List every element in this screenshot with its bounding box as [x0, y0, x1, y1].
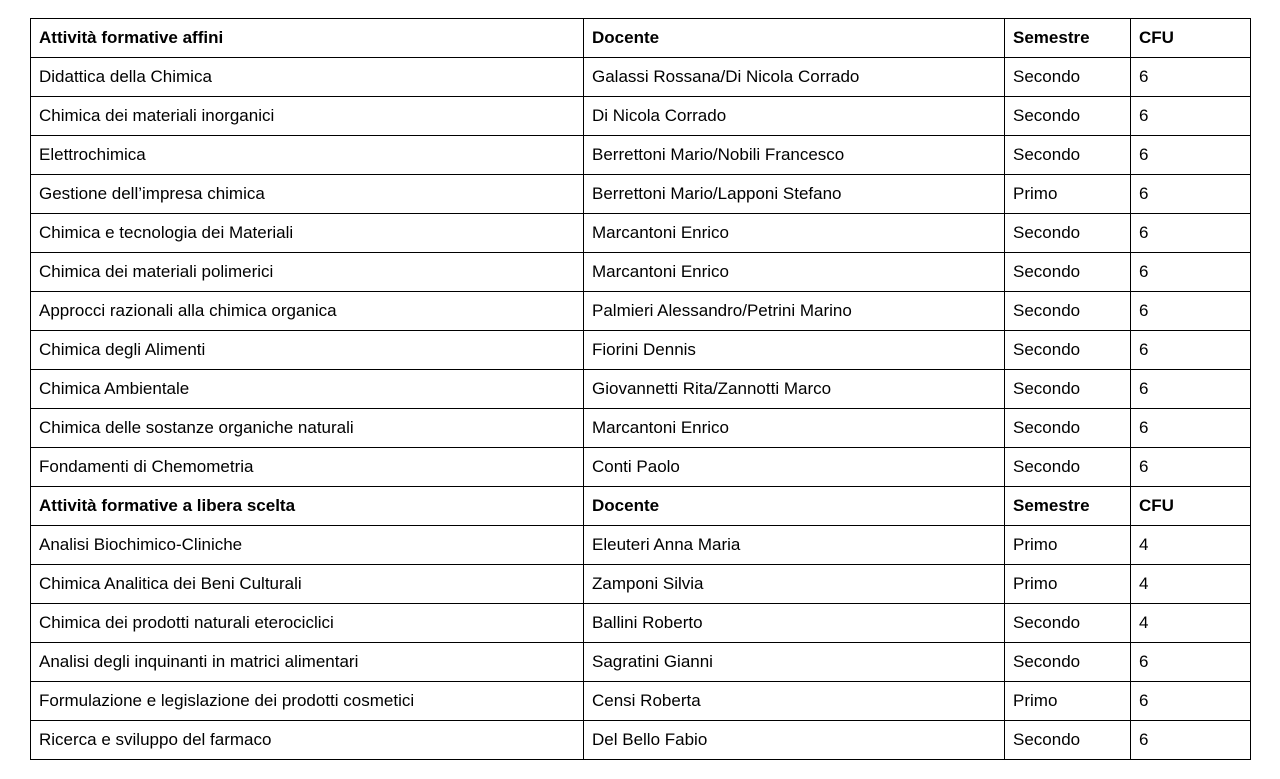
semester-cell: Secondo [1005, 331, 1131, 370]
semester-cell: Primo [1005, 526, 1131, 565]
teacher-cell: Censi Roberta [584, 682, 1005, 721]
semester-cell: Primo [1005, 175, 1131, 214]
course-name-cell: Formulazione e legislazione dei prodotti cosmetici [31, 682, 584, 721]
credits-cell: 6 [1131, 175, 1251, 214]
credits-cell: 6 [1131, 136, 1251, 175]
semester-cell: Secondo [1005, 409, 1131, 448]
table-row [31, 58, 1251, 97]
teacher-cell: Conti Paolo [584, 448, 1005, 487]
teacher-cell: Palmieri Alessandro/Petrini Marino [584, 292, 1005, 331]
course-name-cell: Ricerca e sviluppo del farmaco [31, 721, 584, 760]
credits-cell: 6 [1131, 214, 1251, 253]
credits-cell: 4 [1131, 565, 1251, 604]
course-name-cell: Gestione dell’impresa chimica [31, 175, 584, 214]
teacher-cell: Marcantoni Enrico [584, 409, 1005, 448]
credits-cell: 6 [1131, 721, 1251, 760]
semester-cell: Secondo [1005, 721, 1131, 760]
semester-cell: Secondo [1005, 58, 1131, 97]
course-name-cell: Chimica delle sostanze organiche naturali [31, 409, 584, 448]
credits-cell: 6 [1131, 58, 1251, 97]
table-row [31, 526, 1251, 565]
semester-cell: Primo [1005, 565, 1131, 604]
table-row [31, 409, 1251, 448]
course-name-cell: Chimica dei materiali polimerici [31, 253, 584, 292]
credits-cell: 6 [1131, 409, 1251, 448]
credits-cell: 4 [1131, 526, 1251, 565]
teacher-cell: Giovannetti Rita/Zannotti Marco [584, 370, 1005, 409]
column-header-teacher: Docente [584, 487, 1005, 526]
course-name-cell: Fondamenti di Chemometria [31, 448, 584, 487]
credits-cell: 6 [1131, 370, 1251, 409]
course-name-cell: Chimica dei prodotti naturali eterociclici [31, 604, 584, 643]
credits-cell: 6 [1131, 331, 1251, 370]
courses-table [30, 18, 1251, 760]
section-header-row [31, 487, 1251, 526]
courses-table-body [31, 19, 1251, 760]
semester-cell: Secondo [1005, 643, 1131, 682]
table-row [31, 253, 1251, 292]
semester-cell: Secondo [1005, 214, 1131, 253]
credits-cell: 6 [1131, 253, 1251, 292]
table-row [31, 370, 1251, 409]
table-row [31, 97, 1251, 136]
teacher-cell: Galassi Rossana/Di Nicola Corrado [584, 58, 1005, 97]
column-header-semester: Semestre [1005, 19, 1131, 58]
credits-cell: 6 [1131, 682, 1251, 721]
credits-cell: 6 [1131, 643, 1251, 682]
teacher-cell: Zamponi Silvia [584, 565, 1005, 604]
section-title: Attività formative affini [31, 19, 584, 58]
semester-cell: Secondo [1005, 253, 1131, 292]
teacher-cell: Berrettoni Mario/Nobili Francesco [584, 136, 1005, 175]
course-name-cell: Analisi Biochimico-Cliniche [31, 526, 584, 565]
column-header-teacher: Docente [584, 19, 1005, 58]
semester-cell: Secondo [1005, 292, 1131, 331]
course-name-cell: Chimica degli Alimenti [31, 331, 584, 370]
course-name-cell: Analisi degli inquinanti in matrici alimentari [31, 643, 584, 682]
column-header-credits: CFU [1131, 487, 1251, 526]
teacher-cell: Di Nicola Corrado [584, 97, 1005, 136]
table-row [31, 136, 1251, 175]
teacher-cell: Fiorini Dennis [584, 331, 1005, 370]
teacher-cell: Marcantoni Enrico [584, 253, 1005, 292]
teacher-cell: Del Bello Fabio [584, 721, 1005, 760]
teacher-cell: Sagratini Gianni [584, 643, 1005, 682]
table-row [31, 721, 1251, 760]
course-name-cell: Chimica Analitica dei Beni Culturali [31, 565, 584, 604]
credits-cell: 6 [1131, 97, 1251, 136]
semester-cell: Secondo [1005, 370, 1131, 409]
course-name-cell: Approcci razionali alla chimica organica [31, 292, 584, 331]
section-title: Attività formative a libera scelta [31, 487, 584, 526]
table-row [31, 214, 1251, 253]
course-name-cell: Didattica della Chimica [31, 58, 584, 97]
table-row [31, 448, 1251, 487]
credits-cell: 4 [1131, 604, 1251, 643]
course-name-cell: Elettrochimica [31, 136, 584, 175]
credits-cell: 6 [1131, 292, 1251, 331]
teacher-cell: Berrettoni Mario/Lapponi Stefano [584, 175, 1005, 214]
table-row [31, 643, 1251, 682]
semester-cell: Primo [1005, 682, 1131, 721]
teacher-cell: Eleuteri Anna Maria [584, 526, 1005, 565]
credits-cell: 6 [1131, 448, 1251, 487]
semester-cell: Secondo [1005, 604, 1131, 643]
section-header-row [31, 19, 1251, 58]
table-row [31, 565, 1251, 604]
course-name-cell: Chimica e tecnologia dei Materiali [31, 214, 584, 253]
column-header-semester: Semestre [1005, 487, 1131, 526]
course-name-cell: Chimica Ambientale [31, 370, 584, 409]
column-header-credits: CFU [1131, 19, 1251, 58]
semester-cell: Secondo [1005, 97, 1131, 136]
table-row [31, 175, 1251, 214]
table-row [31, 292, 1251, 331]
teacher-cell: Marcantoni Enrico [584, 214, 1005, 253]
semester-cell: Secondo [1005, 136, 1131, 175]
table-row [31, 682, 1251, 721]
semester-cell: Secondo [1005, 448, 1131, 487]
teacher-cell: Ballini Roberto [584, 604, 1005, 643]
table-row [31, 331, 1251, 370]
course-name-cell: Chimica dei materiali inorganici [31, 97, 584, 136]
table-row [31, 604, 1251, 643]
